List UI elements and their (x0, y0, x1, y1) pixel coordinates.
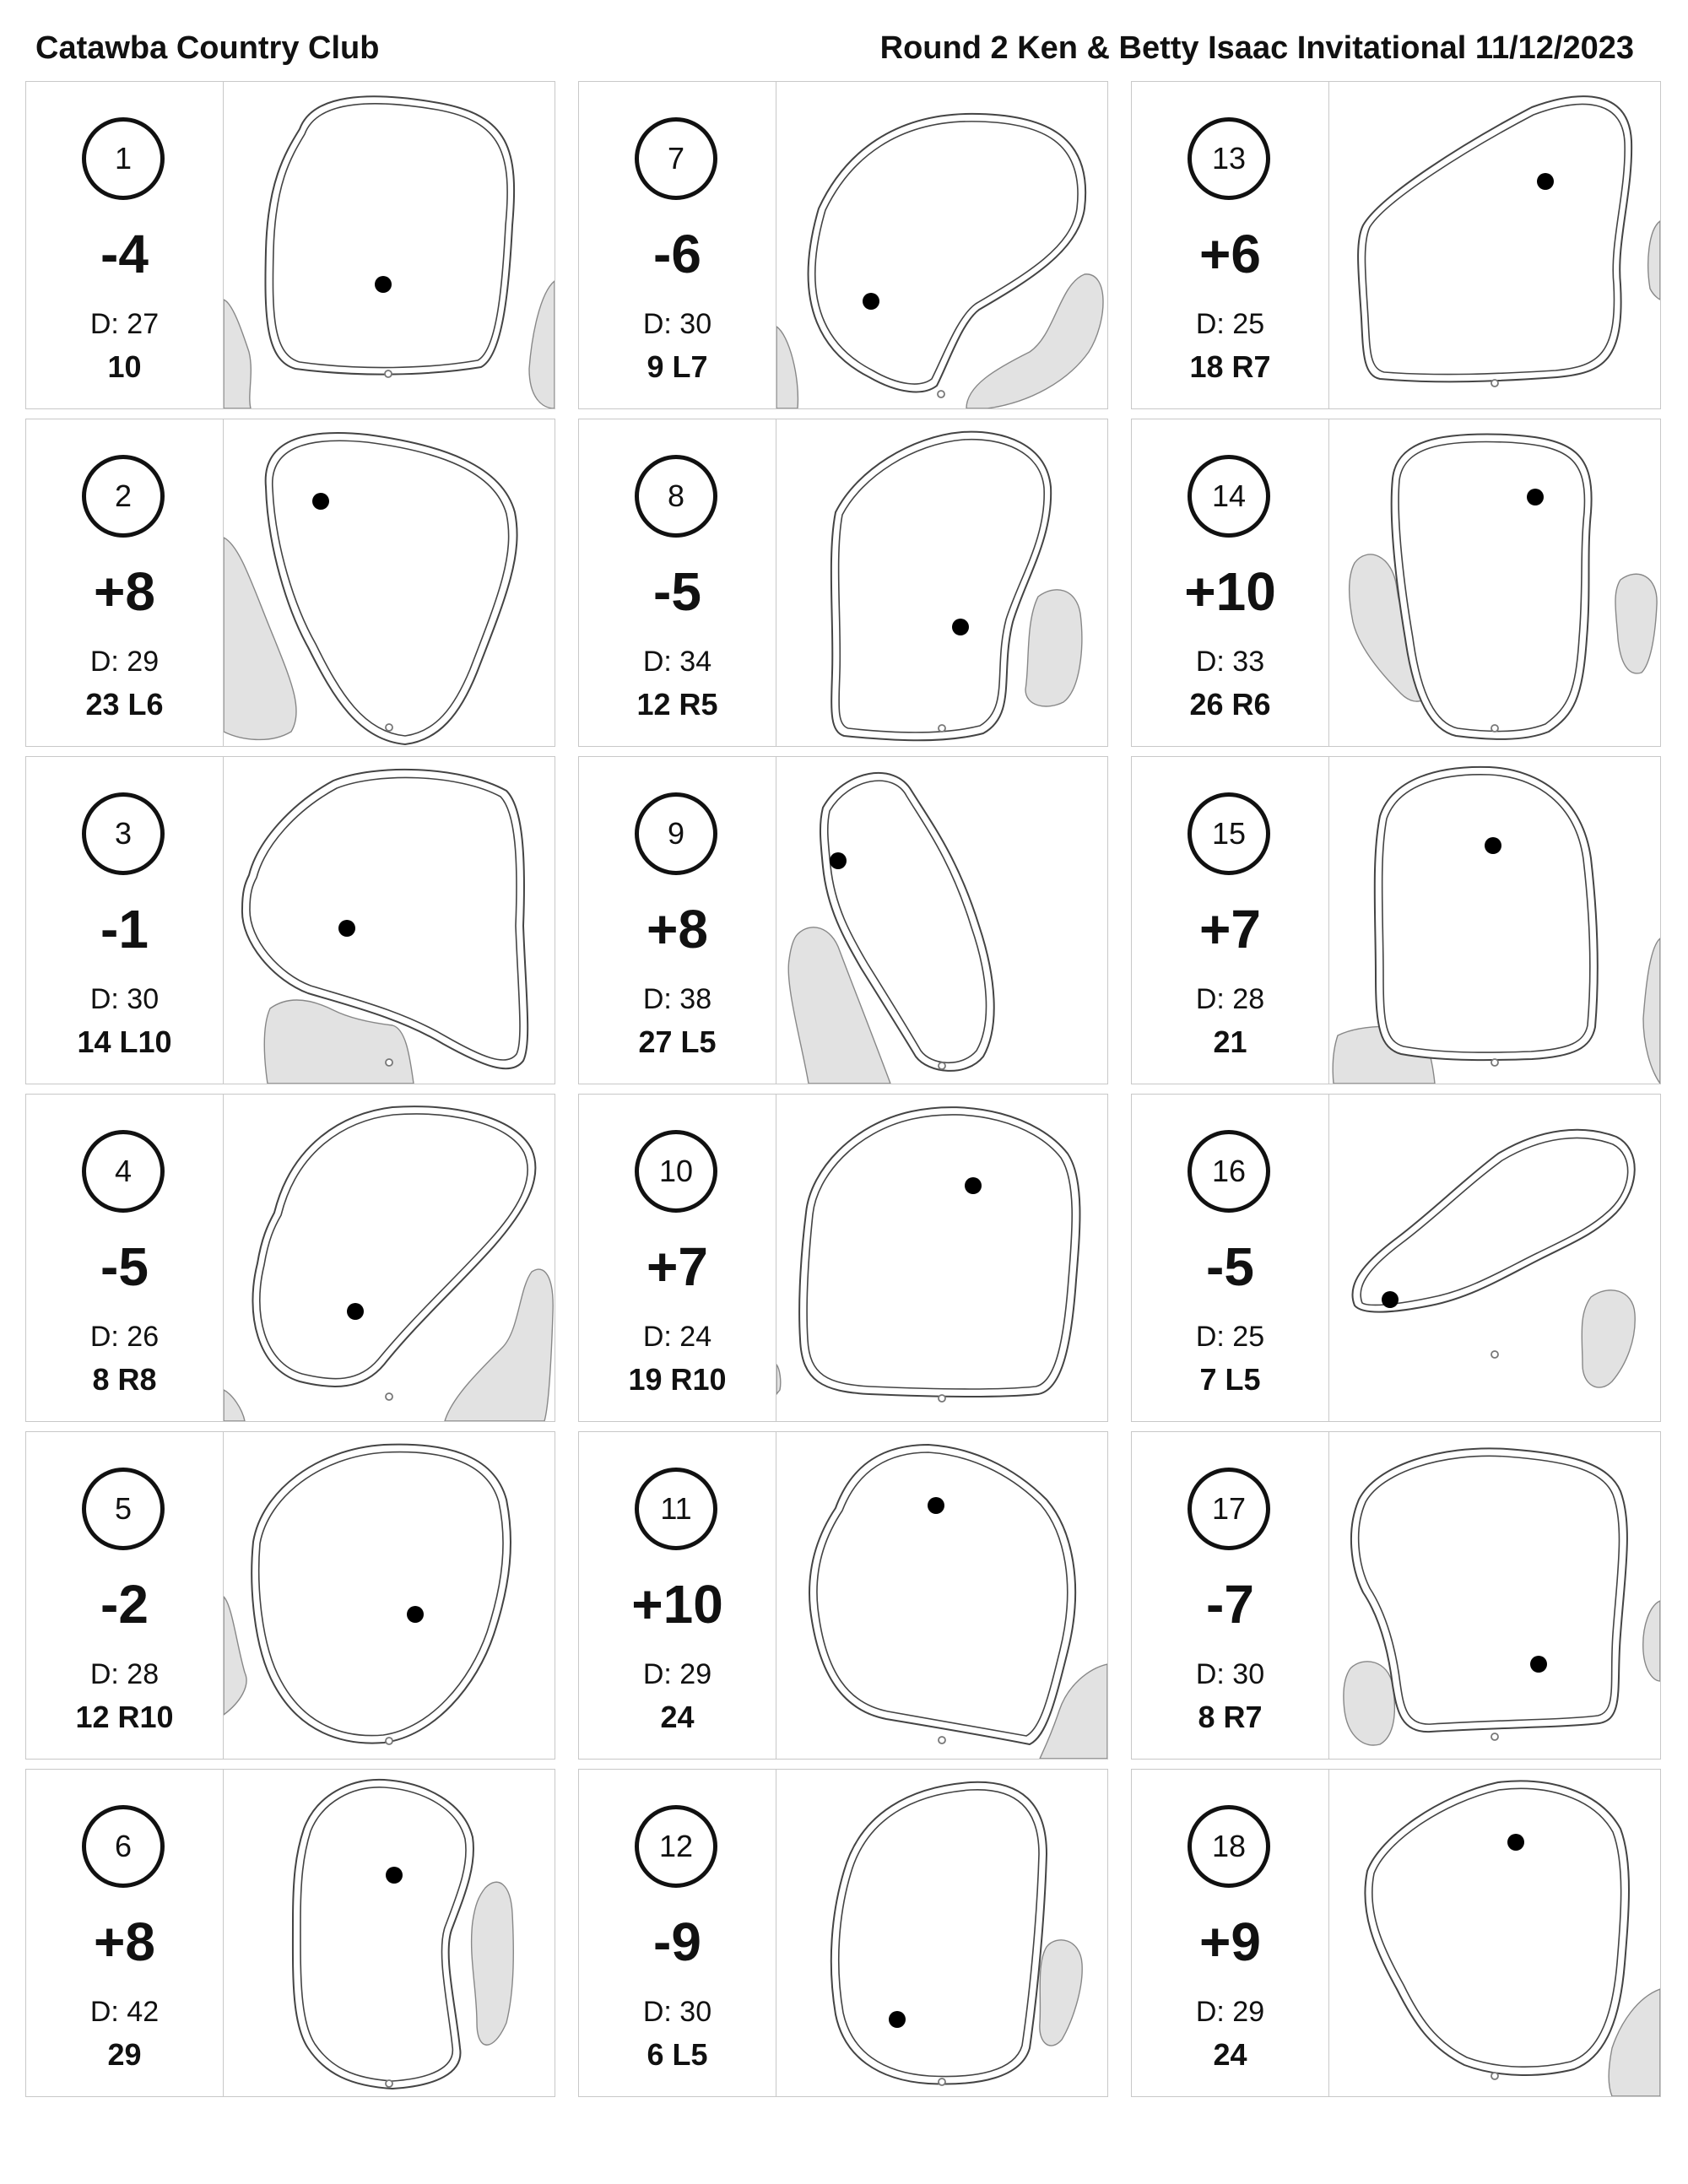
pin-marker (830, 852, 847, 869)
green-diagram-svg (224, 757, 555, 1084)
bunker-shape (224, 1597, 246, 1715)
tee-marker (386, 1393, 392, 1400)
bunker-shape (776, 1365, 781, 1394)
pin-marker (375, 276, 392, 293)
hole-info (26, 1432, 224, 1759)
green-diagram-svg (776, 82, 1107, 408)
pin-position: 8 R8 (92, 1362, 157, 1397)
green-diagram-svg (224, 1770, 555, 2096)
green-depth: D: 29 (642, 1658, 712, 1690)
hole-score: +8 (94, 1911, 155, 1972)
green-depth: D: 25 (1195, 1321, 1265, 1353)
green-depth: D: 42 (89, 1996, 160, 2028)
green-diagram (1329, 82, 1660, 408)
hole-number: 2 (82, 455, 165, 538)
hole-score: -9 (653, 1911, 701, 1972)
tee-marker (1491, 2073, 1498, 2079)
green-diagram-svg (224, 82, 555, 408)
pin-marker (1530, 1656, 1547, 1673)
pin-position: 24 (660, 1700, 695, 1734)
pin-marker (928, 1497, 944, 1514)
hole-info (26, 419, 224, 746)
green-depth: D: 30 (642, 308, 712, 340)
green-depth: D: 30 (1195, 1658, 1265, 1690)
green-outline (831, 1782, 1047, 2084)
tee-marker (1491, 725, 1498, 732)
hole-card (25, 419, 555, 747)
hole-card (578, 1094, 1108, 1422)
pin-marker (965, 1177, 982, 1194)
green-diagram-svg (224, 1432, 555, 1759)
green-diagram-svg (776, 1432, 1107, 1759)
hole-card (1131, 81, 1661, 409)
green-diagram (224, 757, 555, 1084)
green-depth: D: 24 (642, 1321, 712, 1353)
hole-info (579, 1095, 776, 1421)
pin-marker (1485, 837, 1501, 854)
hole-number: 1 (82, 117, 165, 200)
pin-position: 24 (1213, 2037, 1247, 2072)
bunker-shape (529, 281, 555, 408)
green-outline (1352, 1130, 1634, 1312)
tee-marker (386, 1738, 392, 1744)
green-diagram-svg (224, 419, 555, 746)
bunker-shape (1582, 1290, 1635, 1387)
green-outline (799, 1107, 1079, 1397)
hole-number: 10 (635, 1130, 717, 1213)
hole-info (1132, 82, 1329, 408)
hole-score: -5 (653, 561, 701, 622)
tee-marker (1491, 1733, 1498, 1740)
hole-info (579, 757, 776, 1084)
hole-score: +10 (1184, 561, 1276, 622)
pin-sheet-grid (25, 81, 1661, 2097)
hole-info (1132, 1095, 1329, 1421)
green-diagram-svg (776, 757, 1107, 1084)
tee-marker (1491, 1059, 1498, 1066)
hole-score: +6 (1199, 224, 1261, 284)
hole-card (1131, 1431, 1661, 1760)
hole-number: 13 (1188, 117, 1270, 200)
pin-marker (1527, 489, 1544, 505)
tee-marker (386, 2080, 392, 2087)
bunker-shape (1643, 1601, 1660, 1681)
hole-score: -5 (100, 1236, 149, 1297)
hole-number: 17 (1188, 1468, 1270, 1550)
hole-info (579, 1432, 776, 1759)
hole-info (26, 82, 224, 408)
pin-marker (1507, 1834, 1524, 1851)
pin-marker (863, 293, 879, 310)
hole-card (25, 1431, 555, 1760)
green-outline (1358, 96, 1631, 381)
green-depth: D: 27 (89, 308, 160, 340)
green-diagram (1329, 1770, 1660, 2096)
pin-position: 9 L7 (647, 349, 708, 384)
pin-position: 10 (107, 349, 142, 384)
green-diagram-svg (776, 1095, 1107, 1421)
pin-position: 6 L5 (647, 2037, 708, 2072)
hole-info (579, 419, 776, 746)
hole-number: 14 (1188, 455, 1270, 538)
hole-card (578, 81, 1108, 409)
green-depth: D: 34 (642, 646, 712, 678)
pin-position: 12 R5 (636, 687, 718, 722)
hole-card (25, 756, 555, 1084)
pin-marker (1537, 173, 1554, 190)
tee-marker (386, 724, 392, 731)
green-diagram (776, 82, 1107, 408)
hole-number: 5 (82, 1468, 165, 1550)
pin-position: 19 R10 (628, 1362, 727, 1397)
hole-card (1131, 1094, 1661, 1422)
hole-number: 7 (635, 117, 717, 200)
green-depth: D: 33 (1195, 646, 1265, 678)
green-diagram (1329, 1432, 1660, 1759)
hole-info (1132, 1770, 1329, 2096)
hole-number: 15 (1188, 792, 1270, 875)
green-outline (831, 432, 1051, 741)
hole-card (578, 1769, 1108, 2097)
tee-marker (939, 1062, 945, 1069)
hole-card (25, 1769, 555, 2097)
green-diagram (776, 419, 1107, 746)
bunker-shape (1344, 1662, 1395, 1745)
pin-position: 23 L6 (85, 687, 164, 722)
hole-score: +9 (1199, 1911, 1261, 1972)
bunker-shape (776, 327, 798, 408)
hole-score: +8 (647, 899, 708, 960)
green-outline (252, 1445, 511, 1743)
hole-card (578, 1431, 1108, 1760)
green-depth: D: 25 (1195, 308, 1265, 340)
green-diagram-svg (776, 419, 1107, 746)
green-outline (809, 1445, 1075, 1744)
pin-marker (312, 493, 329, 510)
tee-marker (386, 1059, 392, 1066)
tee-marker (1491, 1351, 1498, 1358)
pin-position: 18 R7 (1189, 349, 1271, 384)
pin-marker (347, 1303, 364, 1320)
hole-card (1131, 419, 1661, 747)
green-depth: D: 29 (89, 646, 160, 678)
pin-marker (1382, 1291, 1399, 1308)
green-depth: D: 28 (1195, 983, 1265, 1015)
event-title: Round 2 Ken & Betty Isaac Invitational 11/12/2023 (879, 30, 1634, 66)
hole-card (578, 419, 1108, 747)
hole-number: 8 (635, 455, 717, 538)
hole-info (579, 1770, 776, 2096)
hole-score: -4 (100, 224, 149, 284)
club-name: Catawba Country Club (35, 30, 380, 66)
pin-marker (952, 619, 969, 635)
bunker-shape (445, 1269, 553, 1421)
hole-score: -7 (1206, 1574, 1254, 1635)
hole-score: +7 (1199, 899, 1261, 960)
green-diagram-svg (1329, 1432, 1660, 1759)
hole-info (579, 82, 776, 408)
hole-number: 9 (635, 792, 717, 875)
green-depth: D: 38 (642, 983, 712, 1015)
hole-card (25, 1094, 555, 1422)
green-diagram (224, 1770, 555, 2096)
tee-marker (1491, 380, 1498, 387)
bunker-shape (1025, 590, 1082, 706)
tee-marker (939, 725, 945, 732)
green-diagram-svg (1329, 82, 1660, 408)
hole-info (1132, 419, 1329, 746)
bunker-shape (1643, 938, 1660, 1084)
hole-number: 12 (635, 1805, 717, 1888)
hole-number: 6 (82, 1805, 165, 1888)
hole-score: -5 (1206, 1236, 1254, 1297)
hole-number: 11 (635, 1468, 717, 1550)
hole-card (1131, 1769, 1661, 2097)
tee-marker (939, 1395, 945, 1402)
green-outline (1392, 435, 1592, 739)
hole-score: +8 (94, 561, 155, 622)
green-diagram (776, 1095, 1107, 1421)
tee-marker (939, 2079, 945, 2085)
tee-marker (939, 1737, 945, 1743)
hole-score: +10 (631, 1574, 723, 1635)
green-diagram-svg (1329, 757, 1660, 1084)
green-diagram (776, 757, 1107, 1084)
bunker-shape (224, 1390, 245, 1421)
hole-number: 4 (82, 1130, 165, 1213)
green-diagram (1329, 419, 1660, 746)
pin-position: 27 L5 (638, 1024, 717, 1059)
green-diagram-svg (1329, 1095, 1660, 1421)
tee-marker (938, 391, 944, 397)
green-depth: D: 29 (1195, 1996, 1265, 2028)
hole-score: -2 (100, 1574, 149, 1635)
green-depth: D: 26 (89, 1321, 160, 1353)
hole-number: 18 (1188, 1805, 1270, 1888)
green-diagram (776, 1432, 1107, 1759)
hole-number: 3 (82, 792, 165, 875)
pin-marker (407, 1606, 424, 1623)
green-depth: D: 28 (89, 1658, 160, 1690)
green-diagram-svg (1329, 419, 1660, 746)
green-diagram (1329, 1095, 1660, 1421)
pin-position: 8 R7 (1198, 1700, 1263, 1734)
pin-position: 7 L5 (1199, 1362, 1261, 1397)
hole-card (1131, 756, 1661, 1084)
green-outline (1365, 1781, 1629, 2074)
green-outline (252, 1106, 535, 1387)
green-depth: D: 30 (642, 1996, 712, 2028)
bunker-shape (224, 300, 251, 408)
bunker-shape (1615, 574, 1657, 673)
hole-info (26, 1095, 224, 1421)
pin-marker (338, 920, 355, 937)
green-diagram (224, 1095, 555, 1421)
hole-number: 16 (1188, 1130, 1270, 1213)
green-outline (266, 433, 517, 744)
tee-marker (385, 370, 392, 377)
green-depth: D: 30 (89, 983, 160, 1015)
bunker-shape (472, 1882, 514, 2045)
green-diagram (1329, 757, 1660, 1084)
pin-position: 26 R6 (1189, 687, 1271, 722)
green-outline (293, 1780, 473, 2089)
hole-info (26, 1770, 224, 2096)
pin-position: 21 (1213, 1024, 1247, 1059)
hole-card (25, 81, 555, 409)
pin-marker (889, 2011, 906, 2028)
green-outline (1351, 1448, 1627, 1732)
green-diagram (224, 419, 555, 746)
pin-position: 14 L10 (77, 1024, 172, 1059)
hole-score: -6 (653, 224, 701, 284)
hole-score: +7 (647, 1236, 708, 1297)
hole-info (1132, 757, 1329, 1084)
pin-position: 29 (107, 2037, 142, 2072)
hole-score: -1 (100, 899, 149, 960)
green-diagram (224, 1432, 555, 1759)
green-diagram-svg (776, 1770, 1107, 2096)
green-diagram-svg (224, 1095, 555, 1421)
green-diagram (776, 1770, 1107, 2096)
pin-marker (386, 1867, 403, 1884)
pin-position: 12 R10 (75, 1700, 174, 1734)
green-diagram (224, 82, 555, 408)
bunker-shape (1040, 1940, 1082, 2046)
bunker-shape (1648, 221, 1660, 300)
hole-info (26, 757, 224, 1084)
hole-info (1132, 1432, 1329, 1759)
green-diagram-svg (1329, 1770, 1660, 2096)
hole-card (578, 756, 1108, 1084)
